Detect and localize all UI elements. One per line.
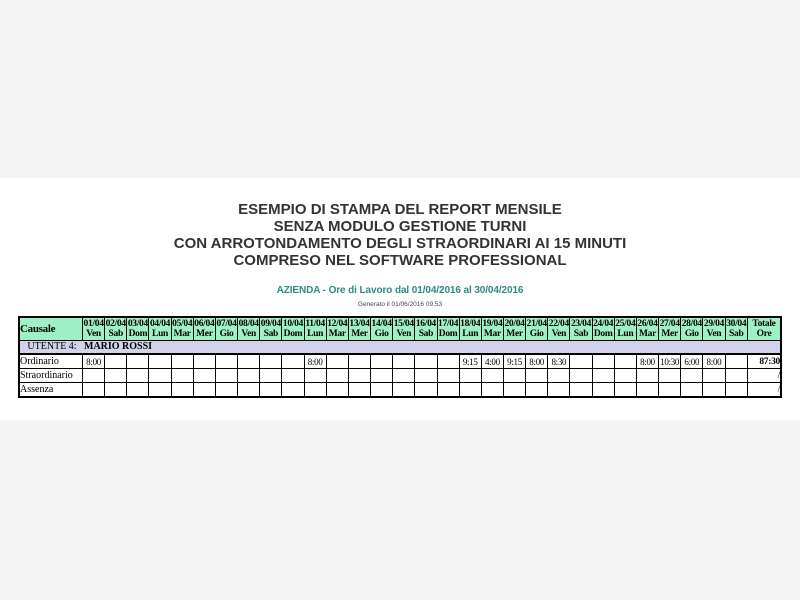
day-of-week: Sab — [729, 329, 744, 339]
day-date: 05/04 — [172, 318, 193, 329]
hour-cell — [238, 354, 260, 369]
hour-cell — [127, 354, 149, 369]
day-date: 21/04 — [526, 318, 547, 329]
hour-cell — [304, 383, 326, 398]
day-date: 12/04 — [327, 318, 348, 329]
hour-cell — [193, 354, 215, 369]
row-label: Straordinario — [19, 369, 83, 383]
day-date: 08/04 — [238, 318, 259, 329]
table-header-row — [19, 317, 781, 341]
hour-cell — [348, 354, 370, 369]
totale-header-line-2: Ore — [756, 329, 772, 339]
hour-cell: 9:15 — [459, 354, 481, 369]
hour-cell — [415, 383, 437, 398]
hour-cell — [193, 369, 215, 383]
hour-cell — [238, 369, 260, 383]
day-header-28-04 — [681, 317, 703, 341]
hour-cell — [304, 369, 326, 383]
day-header-11-04 — [304, 317, 326, 341]
report-title-line-2: SENZA MODULO GESTIONE TURNI — [273, 218, 527, 235]
timesheet-table — [18, 316, 782, 398]
hour-cell — [526, 383, 548, 398]
day-of-week: Gio — [529, 329, 544, 339]
user-row-cell — [19, 341, 781, 355]
hour-cell — [83, 383, 105, 398]
hour-cell: 8:00 — [636, 354, 658, 369]
hour-cell — [437, 369, 459, 383]
hour-cell — [238, 383, 260, 398]
day-date: 11/04 — [305, 318, 325, 329]
hour-cell: 8:30 — [548, 354, 570, 369]
day-header-02-04 — [105, 317, 127, 341]
hour-cell — [681, 383, 703, 398]
day-header-09-04 — [260, 317, 282, 341]
day-of-week: Mar — [328, 329, 346, 339]
hour-cell — [171, 383, 193, 398]
day-header-07-04 — [215, 317, 237, 341]
hour-cell — [415, 354, 437, 369]
table-header — [19, 317, 781, 341]
day-header-23-04 — [570, 317, 592, 341]
day-header-24-04 — [592, 317, 614, 341]
hour-cell — [526, 369, 548, 383]
hour-cell — [326, 354, 348, 369]
day-of-week: Sab — [418, 329, 434, 339]
day-header-18-04 — [459, 317, 481, 341]
hour-cell — [371, 369, 393, 383]
day-of-week: Ven — [241, 329, 256, 339]
hour-cell — [725, 369, 747, 383]
hour-cell — [703, 383, 725, 398]
hour-cell — [614, 383, 636, 398]
hour-cell — [348, 369, 370, 383]
hour-cell — [570, 354, 592, 369]
hour-cell — [215, 369, 237, 383]
hour-cell — [348, 383, 370, 398]
report-title-line-4: COMPRESO NEL SOFTWARE PROFESSIONAL — [233, 252, 567, 269]
day-date: 02/04 — [105, 318, 126, 329]
row-straordinario — [19, 369, 781, 383]
hour-cell: 8:00 — [304, 354, 326, 369]
day-date: 14/04 — [371, 318, 392, 329]
report-subtitle: AZIENDA - Ore di Lavoro dal 01/04/2016 al 30/04/2016 — [276, 285, 524, 296]
day-date: 07/04 — [216, 318, 237, 329]
day-of-week: Lun — [307, 329, 324, 339]
day-date: 28/04 — [681, 318, 702, 329]
hour-cell — [393, 369, 415, 383]
row-label: Ordinario — [19, 354, 83, 369]
hour-cell — [127, 369, 149, 383]
day-header-15-04 — [393, 317, 415, 341]
day-of-week: Mer — [196, 329, 213, 339]
day-date: 01/04 — [83, 318, 104, 329]
hour-cell — [215, 354, 237, 369]
day-header-04-04 — [149, 317, 171, 341]
day-header-30-04 — [725, 317, 747, 341]
day-date: 18/04 — [460, 318, 481, 329]
day-header-13-04 — [348, 317, 370, 341]
day-of-week: Mer — [506, 329, 523, 339]
day-of-week: Sab — [573, 329, 589, 339]
day-date: 24/04 — [593, 318, 614, 329]
hour-cell — [459, 369, 481, 383]
hour-cell — [260, 369, 282, 383]
hour-cell — [437, 354, 459, 369]
hour-cell — [371, 383, 393, 398]
hour-cell — [171, 354, 193, 369]
hour-cell — [326, 383, 348, 398]
day-header-20-04 — [503, 317, 525, 341]
totale-header-line-1: Totale — [752, 318, 776, 329]
day-of-week: Lun — [462, 329, 479, 339]
day-of-week: Ven — [706, 329, 722, 339]
day-header-16-04 — [415, 317, 437, 341]
hour-cell — [614, 354, 636, 369]
day-date: 03/04 — [127, 318, 148, 329]
table-body — [19, 341, 781, 398]
day-of-week: Mar — [483, 329, 501, 339]
day-of-week: Gio — [684, 329, 699, 339]
hour-cell — [481, 369, 503, 383]
day-date: 13/04 — [349, 318, 370, 329]
hour-cell: 9:15 — [503, 354, 525, 369]
hour-cell — [193, 383, 215, 398]
hour-cell — [393, 354, 415, 369]
hour-cell — [437, 383, 459, 398]
day-of-week: Ven — [396, 329, 412, 339]
day-of-week: Mar — [638, 329, 656, 339]
day-of-week: Mar — [173, 329, 191, 339]
row-ordinario — [19, 354, 781, 369]
hour-cell — [215, 383, 237, 398]
day-of-week: Lun — [617, 329, 634, 339]
hour-cell — [415, 369, 437, 383]
hour-cell — [459, 383, 481, 398]
day-of-week: Gio — [219, 329, 234, 339]
day-header-26-04 — [636, 317, 658, 341]
hour-cell: 8:00 — [83, 354, 105, 369]
day-of-week: Mer — [351, 329, 368, 339]
day-header-27-04 — [659, 317, 681, 341]
hour-cell: 8:00 — [526, 354, 548, 369]
day-of-week: Dom — [283, 329, 303, 339]
hour-cell — [83, 369, 105, 383]
day-date: 30/04 — [726, 318, 747, 329]
day-date: 20/04 — [504, 318, 525, 329]
hour-cell — [481, 383, 503, 398]
hour-cell: 6:00 — [681, 354, 703, 369]
hour-cell — [326, 369, 348, 383]
day-header-29-04 — [703, 317, 725, 341]
day-of-week: Dom — [438, 329, 458, 339]
hour-cell — [260, 354, 282, 369]
row-total: 87:30 — [748, 354, 782, 369]
hour-cell — [548, 383, 570, 398]
hour-cell — [282, 369, 304, 383]
day-header-03-04 — [127, 317, 149, 341]
hour-cell — [570, 369, 592, 383]
day-date: 19/04 — [482, 318, 503, 329]
day-header-12-04 — [326, 317, 348, 341]
totale-ore-header — [748, 317, 782, 341]
day-header-10-04 — [282, 317, 304, 341]
day-of-week: Dom — [593, 329, 613, 339]
day-of-week: Sab — [263, 329, 279, 339]
day-date: 09/04 — [260, 318, 281, 329]
day-date: 29/04 — [703, 318, 725, 329]
day-date: 04/04 — [149, 318, 171, 329]
hour-cell: 8:00 — [703, 354, 725, 369]
hour-cell: 10:30 — [659, 354, 681, 369]
hour-cell — [703, 369, 725, 383]
day-of-week: Ven — [551, 329, 567, 339]
hour-cell: 4:00 — [481, 354, 503, 369]
day-date: 06/04 — [194, 318, 215, 329]
hour-cell — [681, 369, 703, 383]
user-name: MARIO ROSSI — [84, 341, 153, 352]
day-date: 10/04 — [282, 318, 304, 329]
hour-cell — [592, 354, 614, 369]
day-of-week: Dom — [128, 329, 148, 339]
day-of-week: Mer — [661, 329, 678, 339]
day-date: 27/04 — [659, 318, 680, 329]
day-header-17-04 — [437, 317, 459, 341]
day-date: 23/04 — [570, 318, 592, 329]
day-header-21-04 — [526, 317, 548, 341]
hour-cell — [149, 383, 171, 398]
hour-cell — [725, 383, 747, 398]
hour-cell — [171, 369, 193, 383]
row-total: / — [748, 383, 782, 398]
hour-cell — [636, 383, 658, 398]
day-of-week: Ven — [86, 329, 101, 339]
hour-cell — [592, 369, 614, 383]
hour-cell — [127, 383, 149, 398]
day-header-14-04 — [371, 317, 393, 341]
day-date: 26/04 — [637, 318, 658, 329]
causale-header: Causale — [19, 317, 83, 341]
hour-cell — [149, 354, 171, 369]
hour-cell — [282, 354, 304, 369]
hour-cell — [570, 383, 592, 398]
day-date: 15/04 — [393, 318, 414, 329]
row-total: / — [748, 369, 782, 383]
hour-cell — [725, 354, 747, 369]
report-title-block — [0, 201, 800, 269]
hour-cell — [592, 383, 614, 398]
report-title-line-3: CON ARROTONDAMENTO DEGLI STRAORDINARI AI 15 MINUTI — [173, 235, 627, 252]
row-label: Assenza — [19, 383, 83, 398]
hour-cell — [659, 383, 681, 398]
day-date: 25/04 — [615, 318, 636, 329]
day-header-22-04 — [548, 317, 570, 341]
day-header-25-04 — [614, 317, 636, 341]
day-of-week: Sab — [108, 329, 123, 339]
hour-cell — [105, 383, 127, 398]
day-date: 16/04 — [415, 318, 436, 329]
hour-cell — [105, 369, 127, 383]
user-label: UTENTE 4: — [27, 341, 77, 352]
day-of-week: Lun — [152, 329, 169, 339]
user-row — [19, 341, 781, 355]
report-title-line-1: ESEMPIO DI STAMPA DEL REPORT MENSILE — [238, 201, 562, 218]
hour-cell — [503, 369, 525, 383]
day-header-01-04 — [83, 317, 105, 341]
day-header-05-04 — [171, 317, 193, 341]
hour-cell — [659, 369, 681, 383]
day-header-19-04 — [481, 317, 503, 341]
hour-cell — [371, 354, 393, 369]
hour-cell — [393, 383, 415, 398]
report-content-band — [0, 178, 800, 420]
day-header-08-04 — [238, 317, 260, 341]
hour-cell — [636, 369, 658, 383]
row-assenza — [19, 383, 781, 398]
hour-cell — [149, 369, 171, 383]
hour-cell — [548, 369, 570, 383]
hour-cell — [260, 383, 282, 398]
generated-timestamp: Generato il 01/06/2016 09.53 — [357, 301, 443, 308]
hour-cell — [503, 383, 525, 398]
hour-cell — [614, 369, 636, 383]
day-of-week: Gio — [374, 329, 389, 339]
day-date: 22/04 — [548, 318, 569, 329]
hour-cell — [282, 383, 304, 398]
day-date: 17/04 — [438, 318, 459, 329]
day-header-06-04 — [193, 317, 215, 341]
hour-cell — [105, 354, 127, 369]
